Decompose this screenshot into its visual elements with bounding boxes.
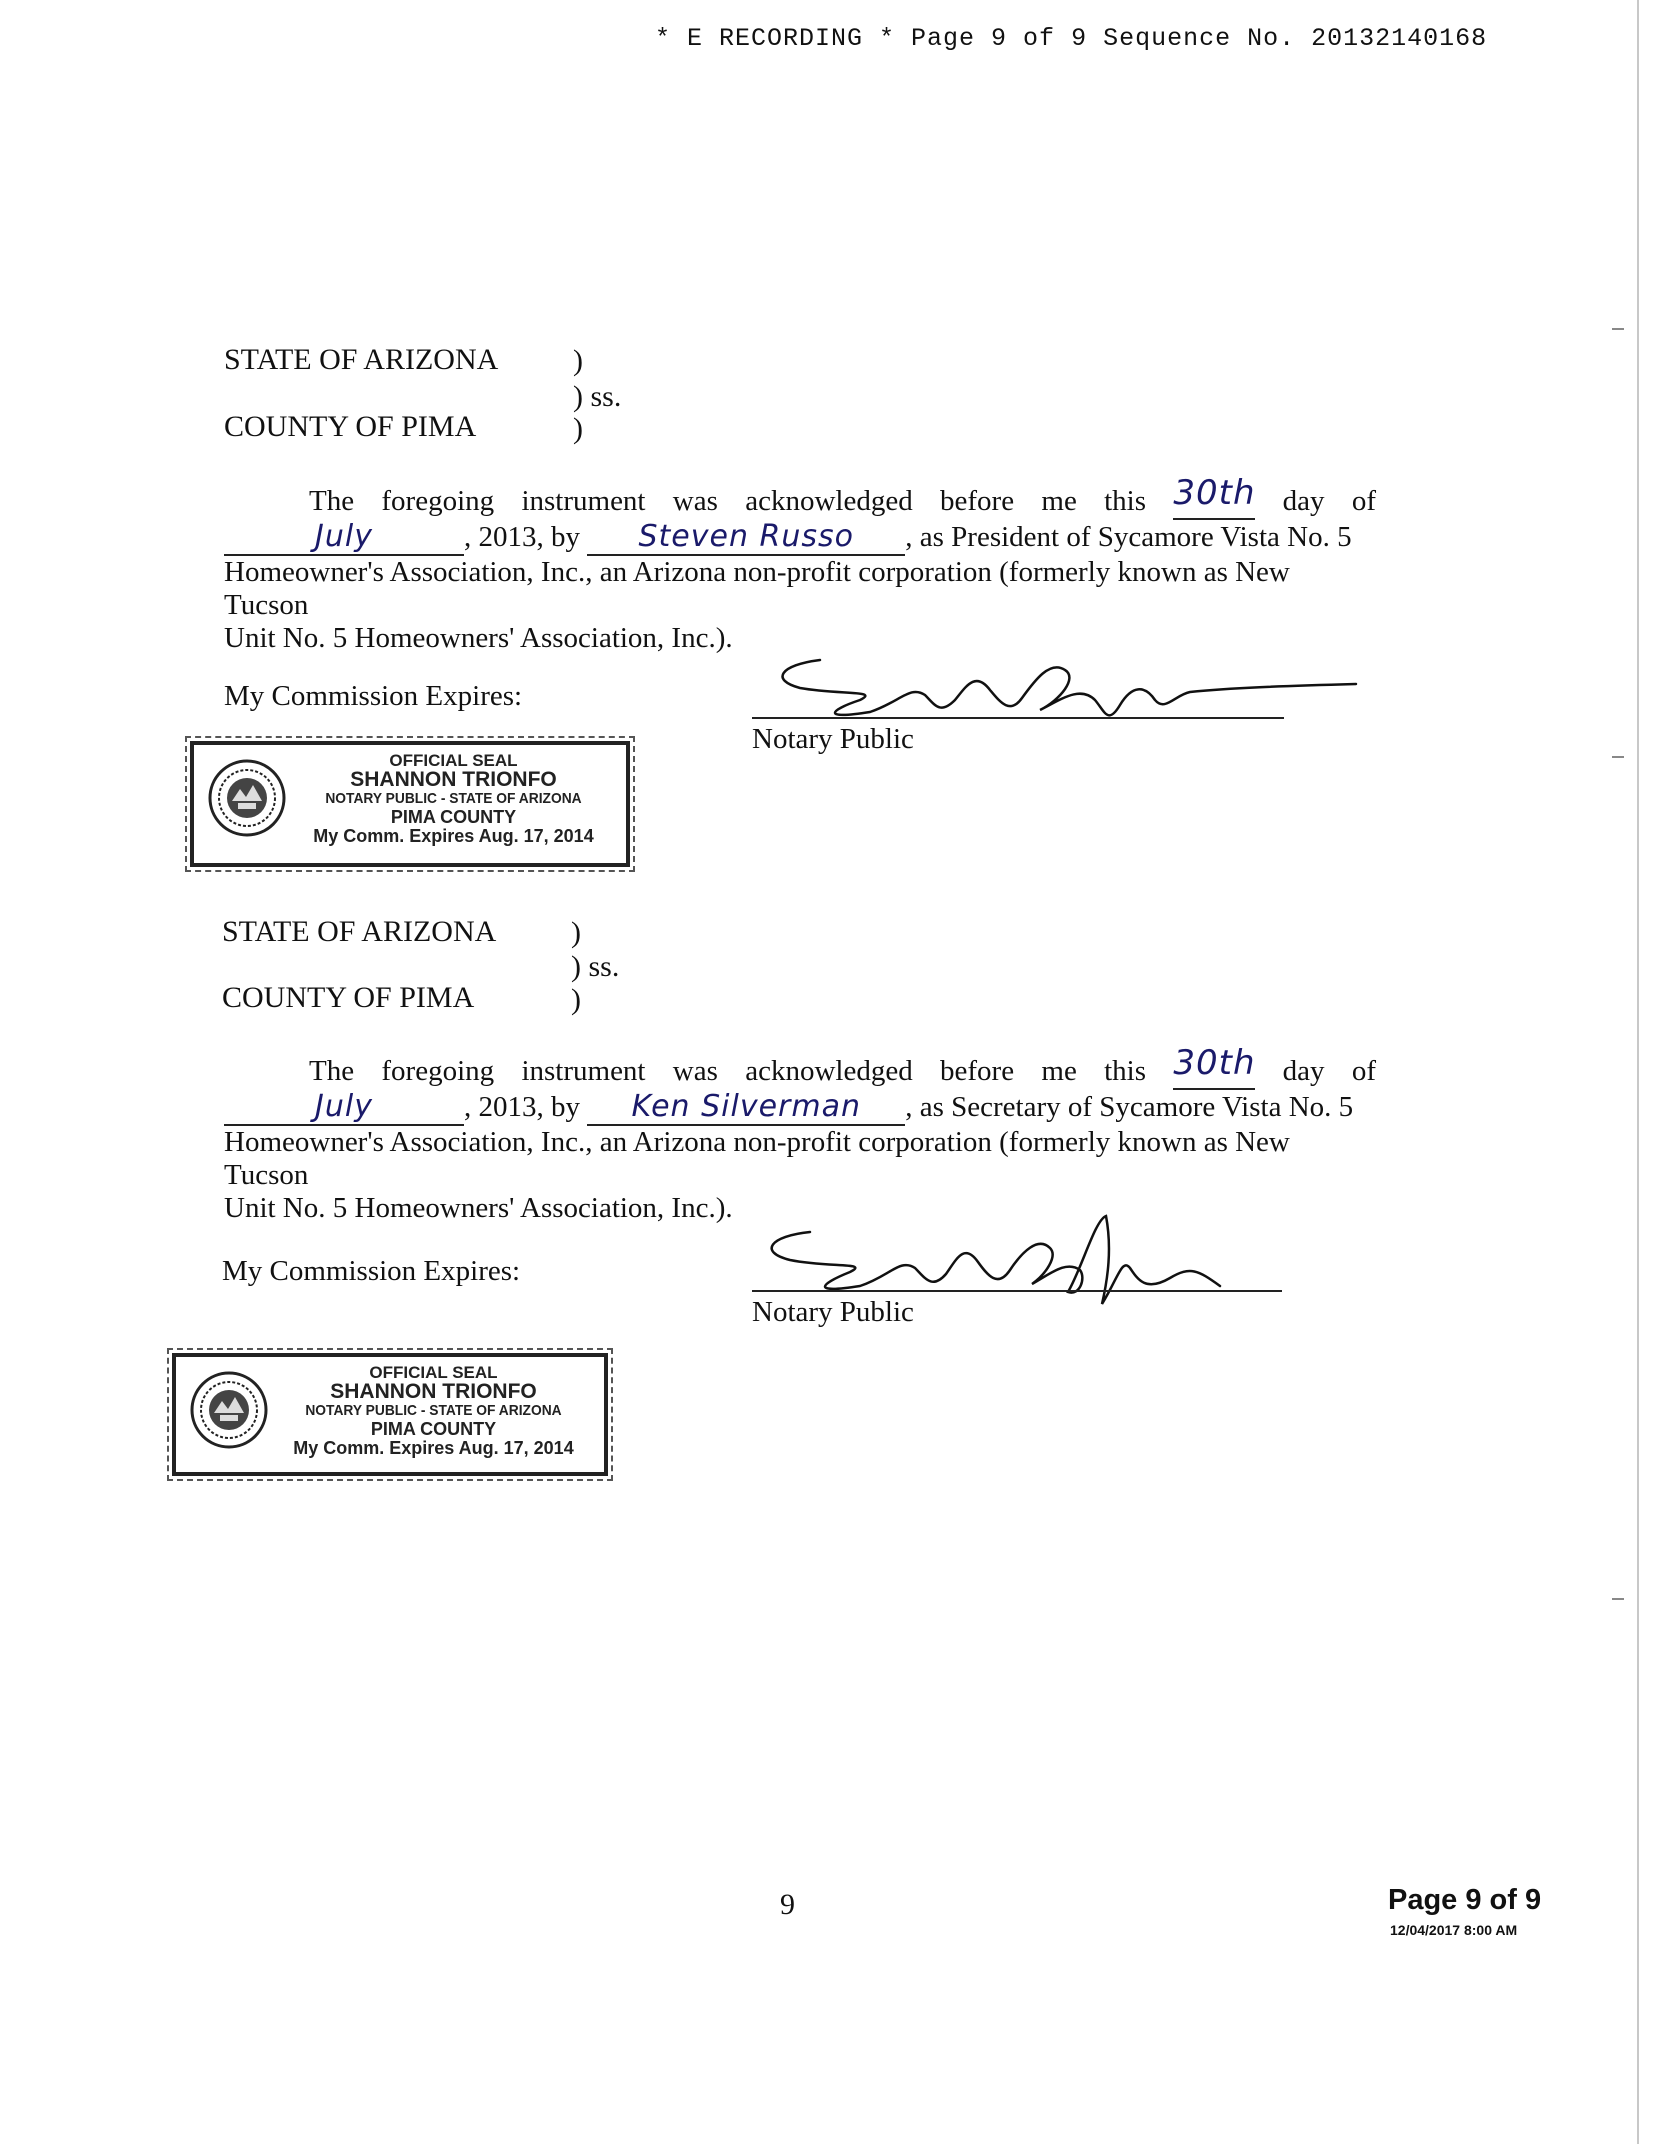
seal-line: NOTARY PUBLIC - STATE OF ARIZONA	[305, 1402, 562, 1419]
paragraph-line-4: Unit No. 5 Homeowners' Association, Inc.).	[224, 1192, 733, 1224]
arizona-seal-icon	[208, 759, 286, 837]
official-seal-stamp	[172, 1353, 608, 1476]
intro-text: The foregoing instrument was acknowledged before me this	[309, 485, 1147, 517]
paragraph-line-3: Homeowner's Association, Inc., an Arizona non-profit corporation (formerly known as New Tucson	[224, 556, 1290, 621]
seal-line: SHANNON TRIONFO	[330, 1380, 537, 1403]
signer-blank	[587, 520, 905, 556]
commission-expires-label: My Commission Expires:	[222, 1255, 521, 1287]
footer-page-of: Page 9 of 9	[1388, 1884, 1542, 1916]
seal-line: SHANNON TRIONFO	[350, 768, 557, 791]
seal-line: OFFICIAL SEAL	[389, 751, 518, 770]
venue-paren: )	[571, 916, 581, 949]
paragraph-line-2	[224, 520, 1376, 556]
handwritten-month: July	[315, 519, 373, 554]
seal-line: NOTARY PUBLIC - STATE OF ARIZONA	[325, 790, 582, 807]
day-blank	[1173, 473, 1256, 520]
handwritten-day: 30th	[1173, 1043, 1256, 1083]
paragraph-line-4: Unit No. 5 Homeowners' Association, Inc.).	[224, 622, 733, 654]
paragraph-line-1	[224, 1043, 1376, 1090]
seal-line: OFFICIAL SEAL	[369, 1363, 498, 1382]
paragraph-line-1	[224, 473, 1376, 520]
intro-text: The foregoing instrument was acknowledged before me this	[309, 1055, 1147, 1087]
signer-blank	[587, 1090, 905, 1126]
venue-ss: ) ss.	[571, 950, 620, 983]
day-blank	[1173, 1043, 1256, 1090]
month-blank	[224, 1090, 464, 1126]
paragraph-line-3: Homeowner's Association, Inc., an Arizona non-profit corporation (formerly known as New Tucson	[224, 1126, 1290, 1191]
venue-state: STATE OF ARIZONA	[224, 343, 499, 376]
handwritten-month: July	[315, 1089, 373, 1124]
notary-public-label: Notary Public	[752, 723, 914, 755]
footer-timestamp: 12/04/2017 8:00 AM	[1390, 1922, 1518, 1938]
scan-edge-mark	[1612, 756, 1624, 758]
year-by-text: , 2013, by	[464, 521, 580, 553]
notary-signature-line	[752, 717, 1284, 719]
venue-paren: )	[573, 344, 583, 377]
scan-edge-mark	[1612, 328, 1624, 330]
scan-edge-mark	[1612, 1598, 1624, 1600]
handwritten-signer: Steven Russo	[638, 519, 854, 554]
notary-signature-line	[752, 1290, 1282, 1292]
notary-public-label: Notary Public	[752, 1296, 914, 1328]
seal-text	[271, 1363, 596, 1458]
acknowledgment-paragraph	[224, 473, 1376, 655]
scan-edge-line	[1637, 0, 1639, 2144]
role-text: , as Secretary of Sycamore Vista No. 5	[905, 1091, 1354, 1123]
commission-expires-label: My Commission Expires:	[224, 680, 523, 712]
venue-ss: ) ss.	[573, 380, 622, 413]
seal-line: PIMA COUNTY	[390, 807, 517, 827]
seal-line: PIMA COUNTY	[370, 1419, 497, 1439]
venue-county: COUNTY OF PIMA	[222, 981, 475, 1014]
day-suffix: day of	[1282, 1055, 1376, 1087]
official-seal-stamp	[190, 741, 630, 867]
recording-header: * E RECORDING * Page 9 of 9 Sequence No. 20132140168	[655, 24, 1488, 53]
venue-county: COUNTY OF PIMA	[224, 410, 477, 443]
venue-paren: )	[573, 412, 583, 445]
seal-text	[289, 751, 618, 846]
month-blank	[224, 520, 464, 556]
seal-line: My Comm. Expires Aug. 17, 2014	[293, 1438, 574, 1458]
role-text: , as President of Sycamore Vista No. 5	[905, 521, 1352, 553]
handwritten-day: 30th	[1173, 473, 1256, 513]
paragraph-line-2	[224, 1090, 1376, 1126]
page-number: 9	[780, 1888, 795, 1921]
arizona-seal-icon	[190, 1371, 268, 1449]
venue-state: STATE OF ARIZONA	[222, 915, 497, 948]
handwritten-signer: Ken Silverman	[631, 1089, 861, 1124]
acknowledgment-paragraph	[224, 1043, 1376, 1225]
day-suffix: day of	[1282, 485, 1376, 517]
seal-line: My Comm. Expires Aug. 17, 2014	[313, 826, 594, 846]
venue-paren: )	[571, 983, 581, 1016]
year-by-text: , 2013, by	[464, 1091, 580, 1123]
